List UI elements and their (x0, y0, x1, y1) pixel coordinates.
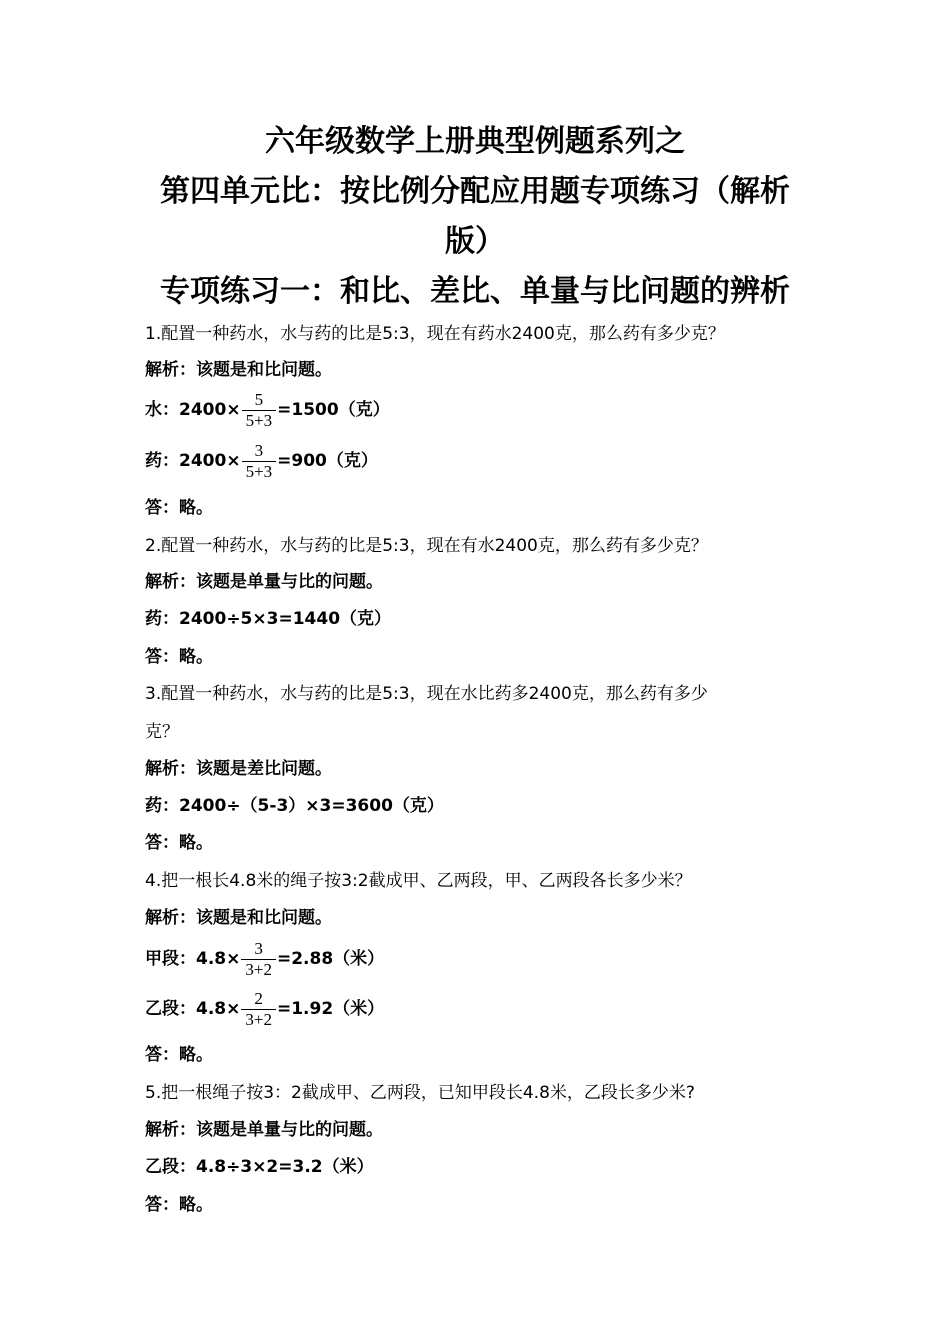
step-1-medicine (145, 436, 378, 486)
question-5: 5.把一根绳子按3：2截成甲、乙两段，已知甲段长4.8米，乙段长多少米? (145, 1083, 695, 1103)
numerator: 3 (254, 938, 263, 958)
step-prefix: 水：2400× (145, 400, 241, 420)
step-4-segment-b (145, 984, 384, 1034)
analysis-4: 解析：该题是和比问题。 (145, 908, 332, 928)
denominator: 3+2 (241, 1009, 276, 1030)
numerator: 2 (254, 988, 263, 1008)
answer-4: 答：略。 (145, 1045, 213, 1065)
unit-title-continued: 版） (445, 224, 505, 259)
step-prefix: 甲段：4.8× (145, 949, 241, 969)
analysis-5: 解析：该题是单量与比的问题。 (145, 1120, 383, 1140)
analysis-3: 解析：该题是差比问题。 (145, 759, 332, 779)
fraction (241, 939, 276, 980)
step-prefix: 乙段：4.8× (145, 999, 241, 1019)
step-3: 药：2400÷（5-3）×3=3600（克） (145, 796, 444, 816)
step-2: 药：2400÷5×3=1440（克） (145, 609, 392, 629)
main-title: 六年级数学上册典型例题系列之 (265, 124, 685, 159)
denominator: 5+3 (242, 461, 277, 482)
answer-3: 答：略。 (145, 833, 213, 853)
section-title: 专项练习一：和比、差比、单量与比问题的辨析 (160, 274, 790, 309)
question-2: 2.配置一种药水，水与药的比是5:3，现在有水2400克，那么药有多少克？ (145, 536, 708, 556)
step-prefix: 药：2400× (145, 451, 241, 471)
numerator: 5 (254, 389, 264, 409)
unit-title: 第四单元比：按比例分配应用题专项练习（解析 (160, 174, 790, 209)
fraction (242, 390, 277, 431)
step-4-segment-a (145, 934, 384, 984)
answer-5: 答：略。 (145, 1195, 213, 1215)
step-suffix: =1.92（米） (276, 999, 385, 1019)
step-5: 乙段：4.8÷3×2=3.2（米） (145, 1157, 374, 1177)
step-suffix: =1500（克） (277, 400, 390, 420)
fraction (242, 441, 277, 482)
step-suffix: =900（克） (277, 451, 378, 471)
fraction (241, 989, 276, 1030)
question-4: 4.把一根长4.8米的绳子按3:2截成甲、乙两段，甲、乙两段各长多少米？ (145, 871, 692, 891)
question-3-continued: 克？ (145, 722, 179, 742)
question-1: 1.配置一种药水，水与药的比是5:3，现在有药水2400克，那么药有多少克？ (145, 324, 725, 344)
step-suffix: =2.88（米） (276, 949, 385, 969)
analysis-1: 解析：该题是和比问题。 (145, 360, 332, 380)
step-1-water (145, 385, 390, 435)
answer-1: 答：略。 (145, 498, 213, 518)
numerator: 3 (254, 440, 264, 460)
denominator: 3+2 (241, 959, 276, 980)
denominator: 5+3 (242, 410, 277, 431)
answer-2: 答：略。 (145, 647, 213, 667)
question-3: 3.配置一种药水，水与药的比是5:3，现在水比药多2400克，那么药有多少 (145, 684, 708, 704)
analysis-2: 解析：该题是单量与比的问题。 (145, 572, 383, 592)
